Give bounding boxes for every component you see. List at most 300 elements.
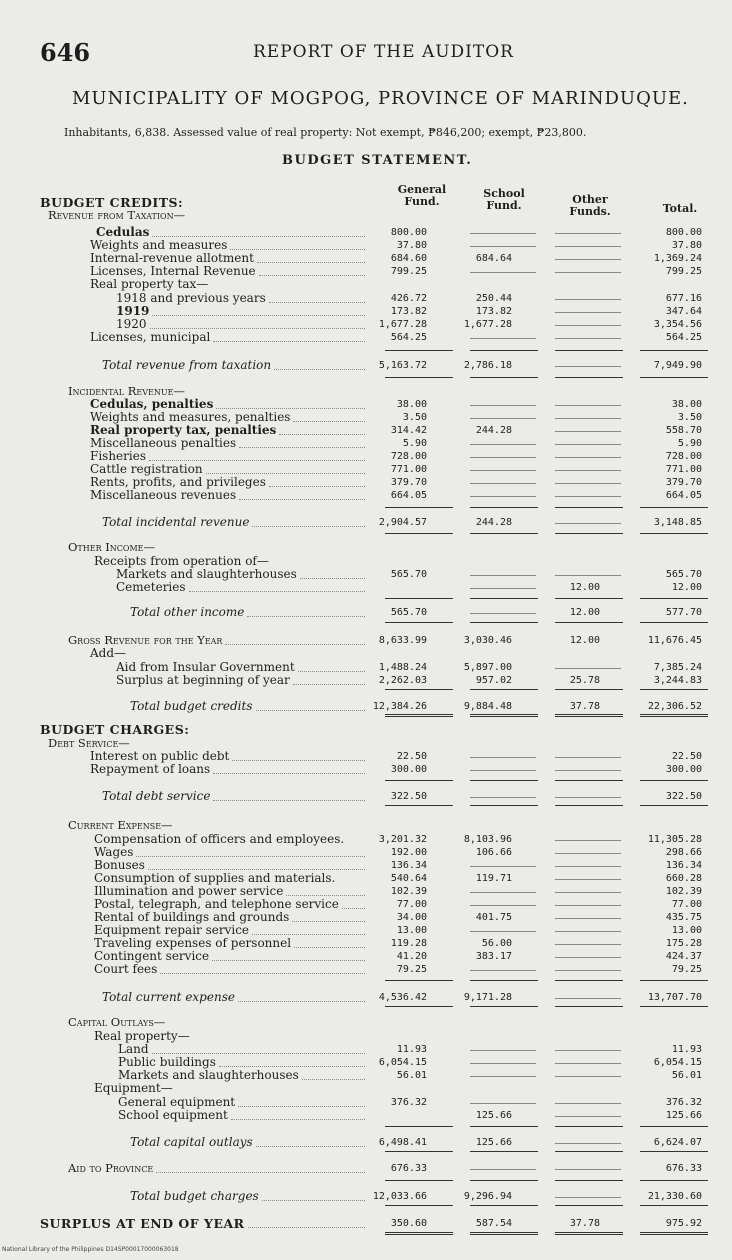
cell-general: 136.34 <box>390 860 427 871</box>
cell-school: 1,677.28 <box>463 319 512 330</box>
empty-cell-dash <box>470 770 536 771</box>
row-label: Licenses, Internal Revenue <box>90 264 256 278</box>
cell-total: 558.70 <box>665 425 702 436</box>
empty-cell-dash <box>470 233 536 234</box>
cell-general: 37.80 <box>396 240 427 251</box>
total-rule <box>640 533 708 534</box>
total-rule <box>385 507 453 508</box>
empty-cell-dash <box>470 272 536 273</box>
cell-total: 125.66 <box>665 1110 702 1121</box>
cell-total: 799.25 <box>665 266 702 277</box>
row-label: Miscellaneous revenues <box>90 488 237 502</box>
row-label: Rental of buildings and grounds <box>94 910 290 924</box>
cell-general: 684.60 <box>390 253 427 264</box>
total-rule <box>640 714 708 717</box>
leader-dots <box>152 236 365 237</box>
row-label: General equipment <box>118 1095 236 1109</box>
total-rule <box>640 980 708 981</box>
empty-cell-dash <box>470 1063 536 1064</box>
cell-total: 435.75 <box>665 912 702 923</box>
cell-school: 244.28 <box>475 425 512 436</box>
leader-dots <box>239 447 365 448</box>
cell-total: 6,624.07 <box>653 1137 702 1148</box>
total-rule <box>555 1126 623 1127</box>
running-head: REPORT OF THE AUDITOR <box>253 42 514 62</box>
cell-general: 4,536.42 <box>378 992 427 1003</box>
empty-cell-dash <box>470 1050 536 1051</box>
empty-cell-dash <box>470 575 536 576</box>
empty-cell-dash <box>555 233 621 234</box>
total-rule <box>385 805 453 806</box>
cell-school: 3,030.46 <box>463 635 512 646</box>
total-rule <box>640 622 708 623</box>
total-rule <box>555 350 623 351</box>
total-rule <box>640 805 708 806</box>
row-label: Weights and measures <box>90 238 228 252</box>
row-label: Cattle registration <box>90 462 203 476</box>
leader-dots <box>152 1053 365 1054</box>
cell-general: 426.72 <box>390 293 427 304</box>
empty-cell-dash <box>555 431 621 432</box>
cell-total: 676.33 <box>665 1163 702 1174</box>
total-rule <box>555 533 623 534</box>
total-rule <box>385 980 453 981</box>
cell-total: 12.00 <box>671 582 702 593</box>
leader-dots <box>293 684 365 685</box>
cell-school: 957.02 <box>475 675 512 686</box>
cell-general: 300.00 <box>390 764 427 775</box>
total-rule <box>470 780 538 781</box>
cell-total: 21,330.60 <box>647 1191 702 1202</box>
cell-general: 1,677.28 <box>378 319 427 330</box>
cell-general: 22.50 <box>396 751 427 762</box>
cell-school: 9,296.94 <box>463 1191 512 1202</box>
cell-total: 3,244.83 <box>653 675 702 686</box>
cell-school: 244.28 <box>475 517 512 528</box>
cell-total: 79.25 <box>671 964 702 975</box>
cell-total: 771.00 <box>665 464 702 475</box>
row-label: Bonuses <box>94 858 145 872</box>
row-label: Rents, profits, and privileges <box>90 475 266 489</box>
row-label: Consumption of supplies and materials. <box>94 871 336 885</box>
municipality-title: MUNICIPALITY OF MOGPOG, PROVINCE OF MARINDUQUE. <box>72 88 689 109</box>
row-label: Public buildings <box>118 1055 216 1069</box>
empty-cell-dash <box>555 866 621 867</box>
empty-cell-dash <box>555 325 621 326</box>
cell-general: 6,498.41 <box>378 1137 427 1148</box>
cell-general: 102.39 <box>390 886 427 897</box>
cell-general: 5.90 <box>402 438 427 449</box>
row-label: Wages <box>94 845 134 859</box>
total-rule <box>555 377 623 378</box>
leader-dots <box>213 800 365 801</box>
empty-cell-dash <box>555 523 621 524</box>
row-label: Aid to Province <box>68 1161 154 1175</box>
leader-dots <box>216 408 365 409</box>
leader-dots <box>160 973 365 974</box>
leader-dots <box>156 1172 365 1173</box>
empty-cell-dash <box>555 1076 621 1077</box>
cell-school: 8,103.96 <box>463 834 512 845</box>
cell-school: 5,897.00 <box>463 662 512 673</box>
total-rule <box>470 507 538 508</box>
empty-cell-dash <box>470 931 536 932</box>
row-label: Equipment— <box>94 1081 173 1095</box>
row-label: Cedulas, penalties <box>90 397 214 411</box>
empty-cell-dash <box>470 866 536 867</box>
cell-school: 587.54 <box>475 1218 512 1229</box>
total-rule <box>555 1151 623 1152</box>
row-label: School equipment <box>118 1108 228 1122</box>
total-rule <box>640 1006 708 1007</box>
empty-cell-dash <box>555 405 621 406</box>
row-label: Aid from Insular Government <box>116 660 295 674</box>
cell-total: 136.34 <box>665 860 702 871</box>
cell-total: 3.50 <box>677 412 702 423</box>
cell-general: 3,201.32 <box>378 834 427 845</box>
cell-total: 3,148.85 <box>653 517 702 528</box>
cell-general: 119.28 <box>390 938 427 949</box>
row-label: 1919 <box>116 304 150 318</box>
leader-dots <box>274 369 365 370</box>
row-label: Total revenue from taxation <box>102 358 272 372</box>
total-rule <box>640 1180 708 1181</box>
total-rule <box>385 1180 453 1181</box>
total-rule <box>555 1006 623 1007</box>
total-rule <box>470 598 538 599</box>
row-label: Gross Revenue for the Year <box>68 633 223 647</box>
empty-cell-dash <box>555 272 621 273</box>
leader-dots <box>269 302 365 303</box>
empty-cell-dash <box>555 970 621 971</box>
empty-cell-dash <box>555 757 621 758</box>
statement-title: BUDGET STATEMENT. <box>282 153 473 168</box>
cell-total: 800.00 <box>665 227 702 238</box>
cell-total: 13.00 <box>671 925 702 936</box>
leader-dots <box>256 1146 365 1147</box>
empty-cell-dash <box>470 1169 536 1170</box>
empty-cell-dash <box>470 892 536 893</box>
row-label: Total incidental revenue <box>102 515 250 529</box>
col-general-header: General Fund. <box>397 183 447 208</box>
empty-cell-dash <box>555 944 621 945</box>
total-rule <box>640 780 708 781</box>
total-rule <box>385 533 453 534</box>
leader-dots <box>150 328 365 329</box>
total-rule <box>640 350 708 351</box>
cell-general: 376.32 <box>390 1097 427 1108</box>
leader-dots <box>286 895 365 896</box>
cell-school: 250.44 <box>475 293 512 304</box>
cell-total: 38.00 <box>671 399 702 410</box>
row-label: Total budget credits <box>130 699 253 713</box>
total-rule <box>385 350 453 351</box>
leader-dots <box>149 460 365 461</box>
empty-cell-dash <box>555 259 621 260</box>
cell-total: 11,676.45 <box>647 635 702 646</box>
row-label: 1918 and previous years <box>116 291 266 305</box>
row-label: Cedulas <box>96 225 150 239</box>
row-label: Equipment repair service <box>94 923 250 937</box>
row-label: Surplus at beginning of year <box>116 673 290 687</box>
cell-school: 383.17 <box>475 951 512 962</box>
leader-dots <box>136 856 365 857</box>
row-label: Repayment of loans <box>90 762 211 776</box>
row-label: Markets and slaughterhouses <box>116 567 297 581</box>
row-label: Compensation of officers and employees. <box>94 832 345 846</box>
total-rule <box>470 805 538 806</box>
empty-cell-dash <box>470 613 536 614</box>
total-rule <box>385 622 453 623</box>
row-label: Total debt service <box>102 789 211 803</box>
row-label: Other Income— <box>68 540 156 554</box>
row-label: Court fees <box>94 962 158 976</box>
cell-general: 771.00 <box>390 464 427 475</box>
total-rule <box>640 1205 708 1206</box>
leader-dots <box>219 1066 365 1067</box>
row-label: Land <box>118 1042 149 1056</box>
leader-dots <box>239 499 365 500</box>
cell-other: 12.00 <box>569 582 600 593</box>
leader-dots <box>259 275 365 276</box>
cell-total: 5.90 <box>677 438 702 449</box>
total-rule <box>385 598 453 599</box>
cell-general: 13.00 <box>396 925 427 936</box>
row-label: Total capital outlays <box>130 1135 253 1149</box>
total-rule <box>640 1151 708 1152</box>
cell-general: 728.00 <box>390 451 427 462</box>
row-label: Real property— <box>94 1029 190 1043</box>
total-rule <box>385 689 453 690</box>
cell-other: 37.78 <box>569 701 600 712</box>
leader-dots <box>262 1200 365 1201</box>
cell-school: 125.66 <box>475 1137 512 1148</box>
total-rule <box>470 1180 538 1181</box>
cell-total: 56.01 <box>671 1070 702 1081</box>
empty-cell-dash <box>470 444 536 445</box>
row-label: Capital Outlays— <box>68 1015 166 1029</box>
cell-total: 728.00 <box>665 451 702 462</box>
total-rule <box>555 622 623 623</box>
leader-dots <box>230 249 365 250</box>
empty-cell-dash <box>555 1050 621 1051</box>
col-total-header: Total. <box>662 202 698 215</box>
empty-cell-dash <box>555 879 621 880</box>
empty-cell-dash <box>555 483 621 484</box>
leader-dots <box>252 526 365 527</box>
total-rule <box>470 1205 538 1206</box>
cell-general: 192.00 <box>390 847 427 858</box>
leader-dots <box>269 486 365 487</box>
leader-dots <box>248 1227 365 1228</box>
library-footer: National Library of the Philippines D14SP00017000063018 <box>2 1246 179 1253</box>
empty-cell-dash <box>555 1169 621 1170</box>
leader-dots <box>300 578 365 579</box>
cell-total: 564.25 <box>665 332 702 343</box>
empty-cell-dash <box>555 418 621 419</box>
empty-cell-dash <box>555 470 621 471</box>
cell-total: 102.39 <box>665 886 702 897</box>
leader-dots <box>256 710 366 711</box>
inhabitants-line: Inhabitants, 6,838. Assessed value of real property: Not exempt, ₱846,200; exempt, ₱23,800. <box>64 126 587 139</box>
cell-general: 2,904.57 <box>378 517 427 528</box>
empty-cell-dash <box>470 757 536 758</box>
row-label: Markets and slaughterhouses <box>118 1068 299 1082</box>
total-rule <box>640 689 708 690</box>
cell-general: 12,384.26 <box>372 701 427 712</box>
total-rule <box>555 1180 623 1181</box>
empty-cell-dash <box>470 418 536 419</box>
cell-general: 34.00 <box>396 912 427 923</box>
leader-dots <box>257 262 365 263</box>
row-label: Internal-revenue allotment <box>90 251 254 265</box>
empty-cell-dash <box>555 957 621 958</box>
total-rule <box>470 689 538 690</box>
row-label: Illumination and power service <box>94 884 284 898</box>
empty-cell-dash <box>555 931 621 932</box>
row-label: Contingent service <box>94 949 210 963</box>
total-rule <box>470 1151 538 1152</box>
cell-total: 347.64 <box>665 306 702 317</box>
cell-total: 975.92 <box>665 1218 702 1229</box>
empty-cell-dash <box>555 312 621 313</box>
cell-total: 77.00 <box>671 899 702 910</box>
total-rule <box>470 350 538 351</box>
empty-cell-dash <box>555 299 621 300</box>
total-rule <box>555 780 623 781</box>
leader-dots <box>238 1106 365 1107</box>
empty-cell-dash <box>555 444 621 445</box>
cell-total: 298.66 <box>665 847 702 858</box>
empty-cell-dash <box>555 853 621 854</box>
cell-other: 25.78 <box>569 675 600 686</box>
empty-cell-dash <box>555 246 621 247</box>
empty-cell-dash <box>555 457 621 458</box>
empty-cell-dash <box>555 1197 621 1198</box>
total-rule <box>470 1232 538 1235</box>
total-rule <box>555 507 623 508</box>
leader-dots <box>279 434 365 435</box>
cell-general: 350.60 <box>390 1218 427 1229</box>
total-rule <box>640 507 708 508</box>
leader-dots <box>247 616 365 617</box>
cell-total: 13,707.70 <box>647 992 702 1003</box>
row-label: Incidental Revenue— <box>68 384 185 398</box>
empty-cell-dash <box>470 905 536 906</box>
leader-dots <box>238 1001 365 1002</box>
total-rule <box>385 1232 453 1235</box>
leader-dots <box>292 921 365 922</box>
cell-total: 300.00 <box>665 764 702 775</box>
cell-general: 565.70 <box>390 607 427 618</box>
row-label: Miscellaneous penalties <box>90 436 237 450</box>
cell-school: 9,171.28 <box>463 992 512 1003</box>
leader-dots <box>252 934 365 935</box>
cell-general: 564.25 <box>390 332 427 343</box>
cell-other: 12.00 <box>569 607 600 618</box>
leader-dots <box>212 960 365 961</box>
cell-total: 6,054.15 <box>653 1057 702 1068</box>
cell-total: 7,385.24 <box>653 662 702 673</box>
cell-total: 424.37 <box>665 951 702 962</box>
empty-cell-dash <box>555 668 621 669</box>
row-label: Weights and measures, penalties <box>90 410 291 424</box>
cell-general: 676.33 <box>390 1163 427 1174</box>
total-rule <box>385 1006 453 1007</box>
leader-dots <box>225 644 365 645</box>
leader-dots <box>298 671 365 672</box>
total-rule <box>555 1205 623 1206</box>
cell-total: 322.50 <box>665 791 702 802</box>
cell-school: 2,786.18 <box>463 360 512 371</box>
col-school-header: School Fund. <box>483 187 525 212</box>
row-label: Debt Service— <box>48 736 130 750</box>
total-rule <box>470 1006 538 1007</box>
empty-cell-dash <box>555 575 621 576</box>
empty-cell-dash <box>555 1063 621 1064</box>
total-rule <box>470 377 538 378</box>
cell-general: 799.25 <box>390 266 427 277</box>
row-label: Real property tax, penalties <box>90 423 277 437</box>
cell-total: 660.28 <box>665 873 702 884</box>
total-rule <box>555 805 623 806</box>
cell-total: 7,949.90 <box>653 360 702 371</box>
total-rule <box>470 714 538 717</box>
empty-cell-dash <box>555 496 621 497</box>
cell-general: 565.70 <box>390 569 427 580</box>
empty-cell-dash <box>555 770 621 771</box>
total-rule <box>640 1232 708 1235</box>
leader-dots <box>213 773 365 774</box>
total-rule <box>640 377 708 378</box>
empty-cell-dash <box>470 1103 536 1104</box>
total-rule <box>385 714 453 717</box>
leader-dots <box>213 341 365 342</box>
cell-general: 8,633.99 <box>378 635 427 646</box>
cell-total: 11,305.28 <box>647 834 702 845</box>
cell-general: 77.00 <box>396 899 427 910</box>
cell-general: 38.00 <box>396 399 427 410</box>
total-rule <box>385 1151 453 1152</box>
row-label: Current Expense— <box>68 818 173 832</box>
total-rule <box>385 1205 453 1206</box>
cell-general: 1,488.24 <box>378 662 427 673</box>
total-rule <box>385 780 453 781</box>
cell-total: 664.05 <box>665 490 702 501</box>
cell-general: 322.50 <box>390 791 427 802</box>
empty-cell-dash <box>555 905 621 906</box>
empty-cell-dash <box>470 483 536 484</box>
total-rule <box>640 598 708 599</box>
empty-cell-dash <box>470 588 536 589</box>
cell-general: 379.70 <box>390 477 427 488</box>
cell-general: 6,054.15 <box>378 1057 427 1068</box>
total-rule <box>555 980 623 981</box>
empty-cell-dash <box>555 1103 621 1104</box>
cell-general: 173.82 <box>390 306 427 317</box>
row-label: Fisheries <box>90 449 146 463</box>
cell-total: 175.28 <box>665 938 702 949</box>
cell-other: 12.00 <box>569 635 600 646</box>
total-rule <box>555 689 623 690</box>
row-label: Traveling expenses of personnel <box>94 936 292 950</box>
empty-cell-dash <box>555 366 621 367</box>
cell-total: 22.50 <box>671 751 702 762</box>
leader-dots <box>232 760 365 761</box>
empty-cell-dash <box>470 496 536 497</box>
empty-cell-dash <box>470 797 536 798</box>
leader-dots <box>148 869 365 870</box>
